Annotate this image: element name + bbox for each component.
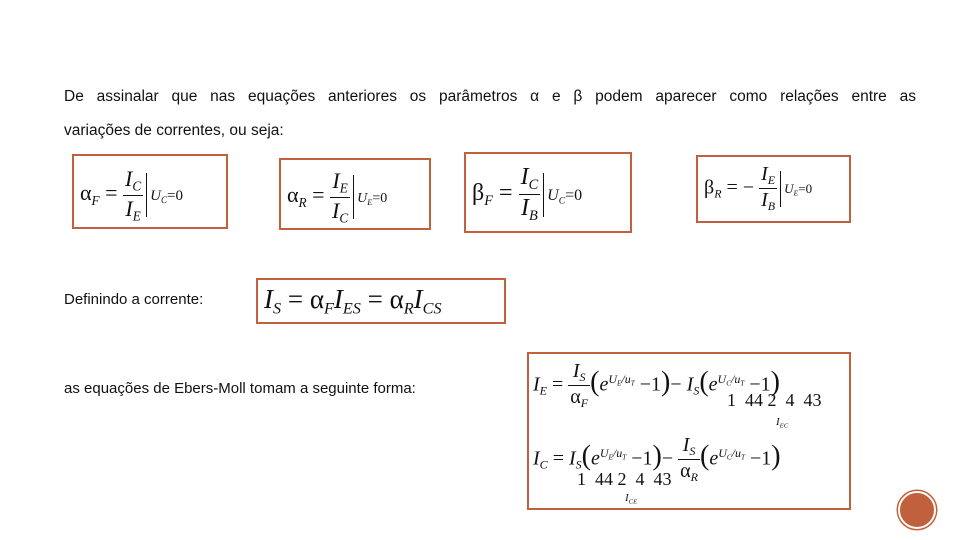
- ebers-moll-ie-equation: $I_E$ = $\frac{I_S}{\alpha_F}$ $(e^{U_E/u_T} -1)- I_S(e^{U_C/u_T} -1)$: [533, 360, 780, 411]
- intro-line-2: variações de correntes, ou seja:: [64, 122, 284, 139]
- equation-alpha-r: $\alpha_R$ = $\frac{I_E}{I_C}$ $U_E=0$: [279, 158, 431, 230]
- ebers-moll-ic-equation: $I_C = I_S(e^{U_E/u_T} -1)-$ $\frac{I_S}{\alpha_R}$ $(e^{U_C/u_T} -1)$: [533, 434, 781, 485]
- slide-number-badge: [898, 491, 936, 529]
- ic-brace-digits: 1 44 2 4 43: [577, 469, 672, 489]
- ie-brace-digits: 1 44 2 4 43: [727, 390, 822, 410]
- equation-beta-r: $\beta_R$ = − $\frac{I_E}{I_B}$ $U_E=0$: [696, 155, 851, 223]
- intro-line-1: De assinalar que nas equações anteriores os parâmetros α e β podem aparecer como relações entre as: [64, 88, 916, 105]
- definindo-label: Definindo a corrente:: [64, 291, 204, 308]
- intro-paragraph: [64, 80, 916, 148]
- equation-alpha-f: $\alpha_F$ = $\frac{I_C}{I_E}$ $U_C=0$: [72, 154, 228, 229]
- ebers-moll-equations: [527, 352, 851, 510]
- ic-brace-label: $I_{CE}$: [625, 492, 638, 506]
- ie-brace-label: $I_{EC}$: [776, 416, 789, 430]
- equation-is: $I_S = \alpha_FI_{ES} = \alpha_RI_{CS}$: [256, 278, 506, 324]
- equation-beta-f: $\beta_F$ = $\frac{I_C}{I_B}$ $U_C=0$: [464, 152, 632, 233]
- ebers-moll-label: as equações de Ebers-Moll tomam a seguinte forma:: [64, 380, 416, 397]
